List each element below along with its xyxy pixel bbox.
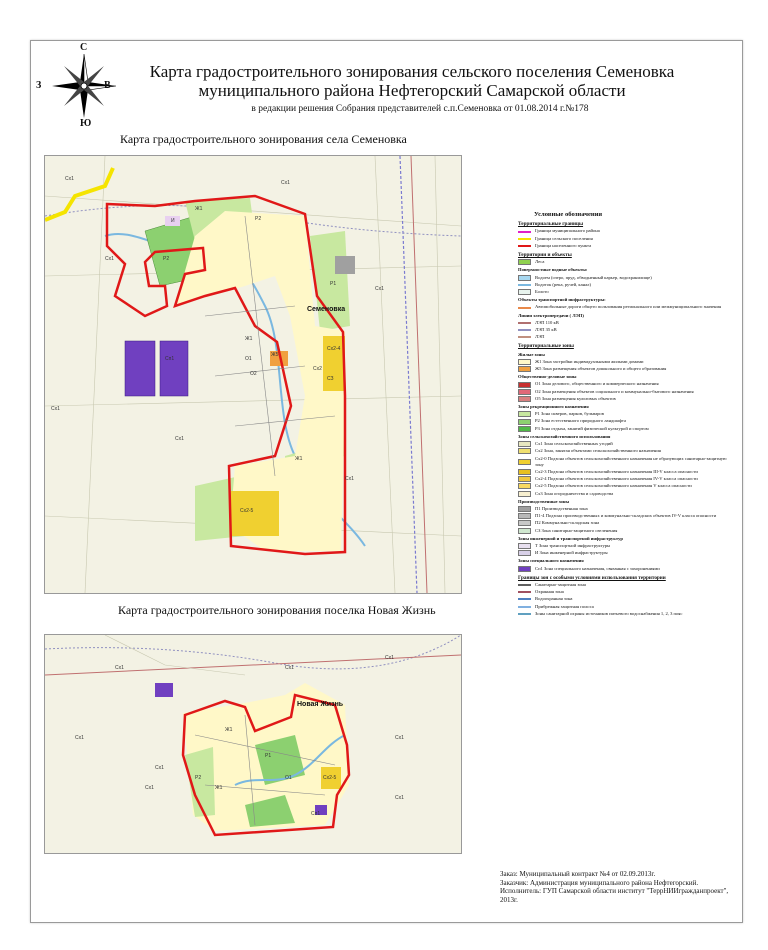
legend-item-label: Сх2-0 Подзона объектов сельскохозяйственного назначения не образующих санитарно-защитную зону <box>535 455 727 467</box>
legend-item-label: Санитарно-защитная зона <box>535 581 586 587</box>
legend-item-label: Сх2-3 Подзона объектов сельскохозяйственного назначения III-V класса опасности <box>535 468 698 474</box>
legend-subheading: Поверхностные водные объекты: <box>518 267 588 273</box>
legend-item-label: О1 Зона делового, общественного и коммерческого назначения <box>535 381 659 387</box>
legend-item <box>518 611 728 617</box>
map1-zone-label: Сх1 <box>51 406 60 412</box>
legend-item-label: Сх2 Зона, занятая объектами сельскохозяйственного назначения <box>535 448 661 454</box>
map-subtitle: в редакции решения Собрания представителей с.п.Семеновка от 01.08.2014 г.№178 <box>251 104 589 114</box>
legend-section-title: Территориальные границы <box>518 221 584 228</box>
legend-item-label: Граница сельского поселения <box>535 235 593 241</box>
footer-executor: Исполнитель: ГУП Самарской области институт "ТеррНИИгражданпроект", 2013г. <box>500 887 729 904</box>
legend-swatch <box>518 566 531 572</box>
legend-item-label: Сх1 Зона сельскохозяйственных угодий <box>535 441 613 447</box>
map2-frame <box>44 634 462 854</box>
map2-zone-label: Р2 <box>195 775 202 781</box>
map1-zone-label: Р2 <box>255 216 262 222</box>
legend-item-label: Сп1 Зона специального назначения, связанная с захоронениями <box>535 565 660 571</box>
map1-zone-label: Сх2 <box>313 366 322 372</box>
legend-item <box>518 289 728 295</box>
legend-item <box>518 441 728 447</box>
legend-subheading: Зоны инженерной и транспортной инфраструктур <box>518 535 623 541</box>
legend-item <box>518 418 728 424</box>
legend-item <box>518 243 728 249</box>
map1-zone-label: Сх1 <box>175 436 184 442</box>
legend-swatch <box>518 528 531 534</box>
legend-item-label: ЛЭП 35 кВ <box>535 327 557 333</box>
compass-west: З <box>36 80 42 91</box>
legend-item-label: О2 Зона размещения объектов социального и коммунально-бытового назначения <box>535 388 694 394</box>
map1-zone-label: Сх1 <box>105 256 114 262</box>
legend-item <box>518 282 728 288</box>
legend-section-title: Территории и объекты <box>518 252 572 259</box>
map1-frame <box>44 155 462 594</box>
map1-zone-label: Ж1 <box>195 206 203 212</box>
map2-zone-label: Сх1 <box>155 765 164 771</box>
legend-item <box>518 483 728 489</box>
legend-item-label: Водоохранная зона <box>535 596 573 602</box>
map-legend <box>518 212 728 618</box>
legend-item-label: Водоем (озеро, пруд, обводненный карьер, водохранилище) <box>535 274 652 280</box>
legend-item <box>518 528 728 534</box>
legend-swatch <box>518 289 531 295</box>
map1-zone-label: Сп1 <box>165 356 175 362</box>
legend-subheading: Зоны сельскохозяйственного использования <box>518 433 611 439</box>
compass-east: В <box>104 80 111 91</box>
map1-zone-label: Сх1 <box>281 180 290 186</box>
legend-item-label: Зоны санитарной охраны источников питьевого водоснабжения 1, 2, 3 пояс <box>535 610 683 616</box>
map2-zone-label: Сх2-5 <box>323 775 337 781</box>
map2-zone-label: Сх1 <box>385 655 394 661</box>
legend-item-label: Автомобильные дороги общего пользования регионального или межмуниципального значения <box>535 304 722 310</box>
legend-item <box>518 334 728 340</box>
legend-line-symbol <box>518 584 531 586</box>
map2-drawing <box>45 635 461 853</box>
legend-item <box>518 596 728 602</box>
map1-zone-label: СЗ <box>327 376 334 382</box>
map1-village-label: Семеновка <box>307 306 346 313</box>
legend-item <box>518 469 728 475</box>
map1-zone-label: Сх2-4 <box>327 346 341 352</box>
legend-item-label: Водоток (река, ручей, канал) <box>535 281 591 287</box>
legend-item <box>518 327 728 333</box>
legend-item <box>518 550 728 556</box>
footer-customer: Заказчик: Администрация муниципального района Нефтегорский. <box>500 878 699 887</box>
legend-item-label: СЗ Зона санитарно-защитного озеленения <box>535 527 618 533</box>
legend-line-symbol <box>518 598 531 600</box>
legend-item-label: Р1 Зона скверов, парков, бульваров <box>535 411 604 417</box>
legend-item <box>518 582 728 588</box>
map1-zone-label: Сх1 <box>375 286 384 292</box>
map2-zone-label: Р1 <box>265 753 272 759</box>
map2-zone-label: Сх1 <box>115 665 124 671</box>
legend-item <box>518 604 728 610</box>
legend-item-label: ЛЭП <box>535 334 545 340</box>
map1-zone-label: Р2 <box>163 256 170 262</box>
legend-line-symbol <box>518 329 531 331</box>
map1-zone-label: Ж1 <box>295 456 303 462</box>
legend-swatch <box>518 513 531 519</box>
legend-swatch <box>518 275 531 281</box>
legend-item <box>518 456 728 468</box>
legend-item-label: Леса <box>535 259 545 265</box>
legend-swatch <box>518 382 531 388</box>
legend-line-symbol <box>518 307 531 309</box>
legend-item <box>518 275 728 281</box>
map1-zone-label: Сх2-5 <box>240 508 254 514</box>
map-title-line1: Карта градостроительного зонирования сельского поселения Семеновка <box>149 62 675 81</box>
legend-section-title: Территориальные зоны <box>518 343 574 350</box>
legend-line-symbol <box>518 336 531 338</box>
legend-swatch <box>518 448 531 454</box>
legend-item-label: Сх2-5 Подзона объектов сельскохозяйственного назначения V класса опасности <box>535 483 692 489</box>
legend-item-label: Охранная зона <box>535 589 564 595</box>
legend-item <box>518 566 728 572</box>
legend-item <box>518 513 728 519</box>
legend-swatch <box>518 426 531 432</box>
map2-zone-label: Сп1 <box>311 811 321 817</box>
legend-subheading: Жилые зоны <box>518 351 545 357</box>
map1-zone-label: Сх1 <box>345 476 354 482</box>
legend-item <box>518 389 728 395</box>
legend-body <box>518 221 728 617</box>
legend-line-symbol <box>518 284 531 286</box>
map2-zone-label: Сх1 <box>395 795 404 801</box>
legend-item <box>518 520 728 526</box>
legend-swatch <box>518 459 531 465</box>
legend-swatch <box>518 506 531 512</box>
legend-item-label: Р3 Зона отдыха, занятий физической культурой и спортом <box>535 425 649 431</box>
footer-contract: Заказ: Муниципальный контракт №4 от 02.09.2013г. <box>500 870 656 878</box>
map1-zone-label: Р1 <box>330 281 337 287</box>
legend-item <box>518 396 728 402</box>
legend-item <box>518 236 728 242</box>
legend-item-label: Ж5 Зона размещения объектов дошкольного и общего образования <box>535 366 667 372</box>
legend-line-symbol <box>518 231 531 233</box>
legend-item-label: П1-4 Подзона производственных и коммунально-складских объектов IV-V класса опасности <box>535 513 717 519</box>
map1-zone-label: И <box>171 218 175 224</box>
legend-item-label: Р2 Зона естественного природного ландшафта <box>535 418 627 424</box>
map1-zone-label: Ж5 <box>271 352 279 358</box>
legend-swatch <box>518 441 531 447</box>
legend-item-label: Прибрежная защитная полоса <box>535 603 594 609</box>
legend-swatch <box>518 476 531 482</box>
compass-icon <box>44 46 124 126</box>
legend-item <box>518 543 728 549</box>
compass-rose <box>36 42 124 129</box>
legend-item-label: Болото <box>535 289 549 295</box>
legend-line-symbol <box>518 591 531 593</box>
legend-swatch <box>518 419 531 425</box>
legend-subheading: Общественно-деловые зоны <box>518 374 577 380</box>
legend-heading: Условные обозначения <box>534 211 603 218</box>
legend-swatch <box>518 483 531 489</box>
legend-item <box>518 381 728 387</box>
footer-credits <box>500 870 740 904</box>
legend-line-symbol <box>518 613 531 615</box>
map2-zone-label: Ж1 <box>215 785 223 791</box>
legend-line-symbol <box>518 245 531 247</box>
legend-swatch <box>518 259 531 265</box>
legend-line-symbol <box>518 606 531 608</box>
legend-item <box>518 320 728 326</box>
legend-item <box>518 411 728 417</box>
legend-item <box>518 506 728 512</box>
map1-zone-label: О2 <box>250 371 257 377</box>
legend-swatch <box>518 389 531 395</box>
map2-zone-label: Сх1 <box>285 665 294 671</box>
legend-item-label: Сх2-4 Подзона объектов сельскохозяйственного назначения IV-V класса опасности <box>535 476 698 482</box>
map2-zone-label: О1 <box>285 775 292 781</box>
legend-swatch <box>518 359 531 365</box>
legend-subheading: Производственные зоны <box>518 498 570 504</box>
legend-item-label: Граница населенного пункта <box>535 242 592 248</box>
legend-item <box>518 359 728 365</box>
legend-section-title: Границы зон с особыми условиями использования территории <box>518 574 666 581</box>
legend-swatch <box>518 520 531 526</box>
legend-item-label: О5 Зона размещения культовых объектов <box>535 395 616 401</box>
legend-subheading: Объекты транспортной инфраструктуры: <box>518 297 606 303</box>
legend-item-label: Ж1 Зона застройки индивидуальными жилыми домами <box>535 358 644 364</box>
legend-item-label: Граница муниципального района <box>535 228 600 234</box>
legend-item <box>518 448 728 454</box>
legend-swatch <box>518 366 531 372</box>
legend-subheading: Зоны рекреационного назначения <box>518 404 589 410</box>
legend-item-label: Т Зона транспортной инфраструктуры <box>535 542 611 548</box>
legend-item <box>518 228 728 234</box>
map2-caption: Карта градостроительного зонирования поселка Новая Жизнь <box>118 603 436 617</box>
legend-item-label: П1 Производственная зона <box>535 505 588 511</box>
legend-swatch <box>518 491 531 497</box>
map1-zone-label: О1 <box>245 356 252 362</box>
legend-item <box>518 589 728 595</box>
legend-item-label: П2 Коммунально-складская зона <box>535 520 600 526</box>
map-title-line2: муниципального района Нефтегорский Самарской области <box>198 81 626 100</box>
map2-zone-label: Сх1 <box>395 735 404 741</box>
map1-zone-label: Ж1 <box>245 336 253 342</box>
legend-item-label: ЛЭП 110 кВ <box>535 319 559 325</box>
legend-item <box>518 366 728 372</box>
legend-swatch <box>518 411 531 417</box>
legend-item <box>518 476 728 482</box>
map2-zone-label: Ж1 <box>225 727 233 733</box>
legend-item-label: И Зона инженерной инфраструктуры <box>535 550 608 556</box>
legend-swatch <box>518 550 531 556</box>
legend-item <box>518 426 728 432</box>
map1-zone-label: Сх1 <box>65 176 74 182</box>
legend-item-label: Сх3 Зона огородничества и садоводства <box>535 490 614 496</box>
map2-village-label: Новая Жизнь <box>297 701 344 708</box>
legend-line-symbol <box>518 238 531 240</box>
legend-line-symbol <box>518 322 531 324</box>
map2-zone-label: Сх1 <box>145 785 154 791</box>
legend-swatch <box>518 396 531 402</box>
legend-swatch <box>518 543 531 549</box>
legend-item <box>518 491 728 497</box>
map1-caption: Карта градостроительного зонирования села Семеновка <box>120 132 407 146</box>
legend-subheading: Зоны специального назначения <box>518 558 584 564</box>
legend-subheading: Линии электропередачи ( ЛЭП) <box>518 312 584 318</box>
legend-item <box>518 259 728 265</box>
legend-item <box>518 304 728 310</box>
map2-zone-label: Сх1 <box>75 735 84 741</box>
compass-south: Ю <box>80 118 92 129</box>
compass-north: С <box>80 42 88 53</box>
legend-swatch <box>518 469 531 475</box>
